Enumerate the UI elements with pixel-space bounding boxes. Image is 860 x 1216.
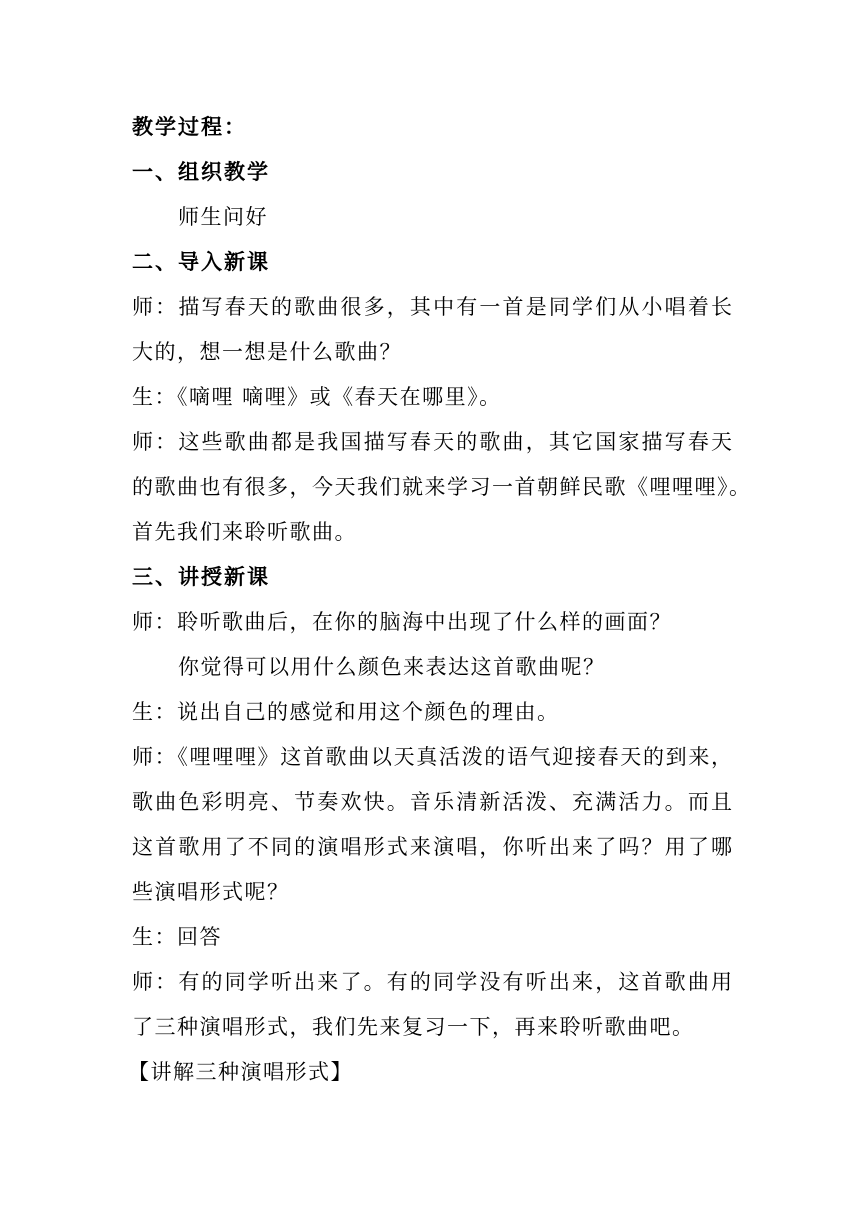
- paragraph-line: 师：描写春天的歌曲很多，其中有一首是同学们从小唱着长: [132, 295, 732, 319]
- paragraph-line: 首先我们来聆听歌曲。: [132, 520, 357, 544]
- section-label: 【讲解三种演唱形式】: [128, 1060, 353, 1084]
- paragraph-line: 的歌曲也有很多，今天我们就来学习一首朝鲜民歌《哩哩哩》。: [132, 475, 750, 499]
- paragraph-line: 大的，想一想是什么歌曲？: [132, 340, 402, 364]
- heading-teaching-process: 教学过程：: [132, 115, 247, 139]
- paragraph-line: 这首歌用了不同的演唱形式来演唱，你听出来了吗？用了哪: [132, 835, 732, 859]
- paragraph-line: 生：《嘀哩 嘀哩》或《春天在哪里》。: [132, 385, 502, 409]
- heading-organize-teaching: 一、组织教学: [132, 160, 270, 184]
- paragraph-line: 歌曲色彩明亮、节奏欢快。音乐清新活泼、充满活力。而且: [132, 790, 732, 814]
- heading-introduce-lesson: 二、导入新课: [132, 250, 270, 274]
- paragraph-line: 师：这些歌曲都是我国描写春天的歌曲，其它国家描写春天: [132, 430, 732, 454]
- paragraph-line: 生：回答: [132, 925, 222, 949]
- paragraph-line: 你觉得可以用什么颜色来表达这首歌曲呢？: [178, 655, 606, 679]
- paragraph-line: 师：聆听歌曲后，在你的脑海中出现了什么样的画面？: [132, 610, 672, 634]
- greeting-text: 师生问好: [178, 205, 268, 229]
- paragraph-line: 些演唱形式呢？: [132, 880, 290, 904]
- heading-teach-new-lesson: 三、讲授新课: [132, 565, 270, 589]
- paragraph-line: 师：有的同学听出来了。有的同学没有听出来，这首歌曲用: [132, 970, 732, 994]
- paragraph-line: 师：《哩哩哩》这首歌曲以天真活泼的语气迎接春天的到来，: [132, 745, 732, 769]
- paragraph-line: 生：说出自己的感觉和用这个颜色的理由。: [132, 700, 560, 724]
- paragraph-line: 了三种演唱形式，我们先来复习一下，再来聆听歌曲吧。: [132, 1015, 695, 1039]
